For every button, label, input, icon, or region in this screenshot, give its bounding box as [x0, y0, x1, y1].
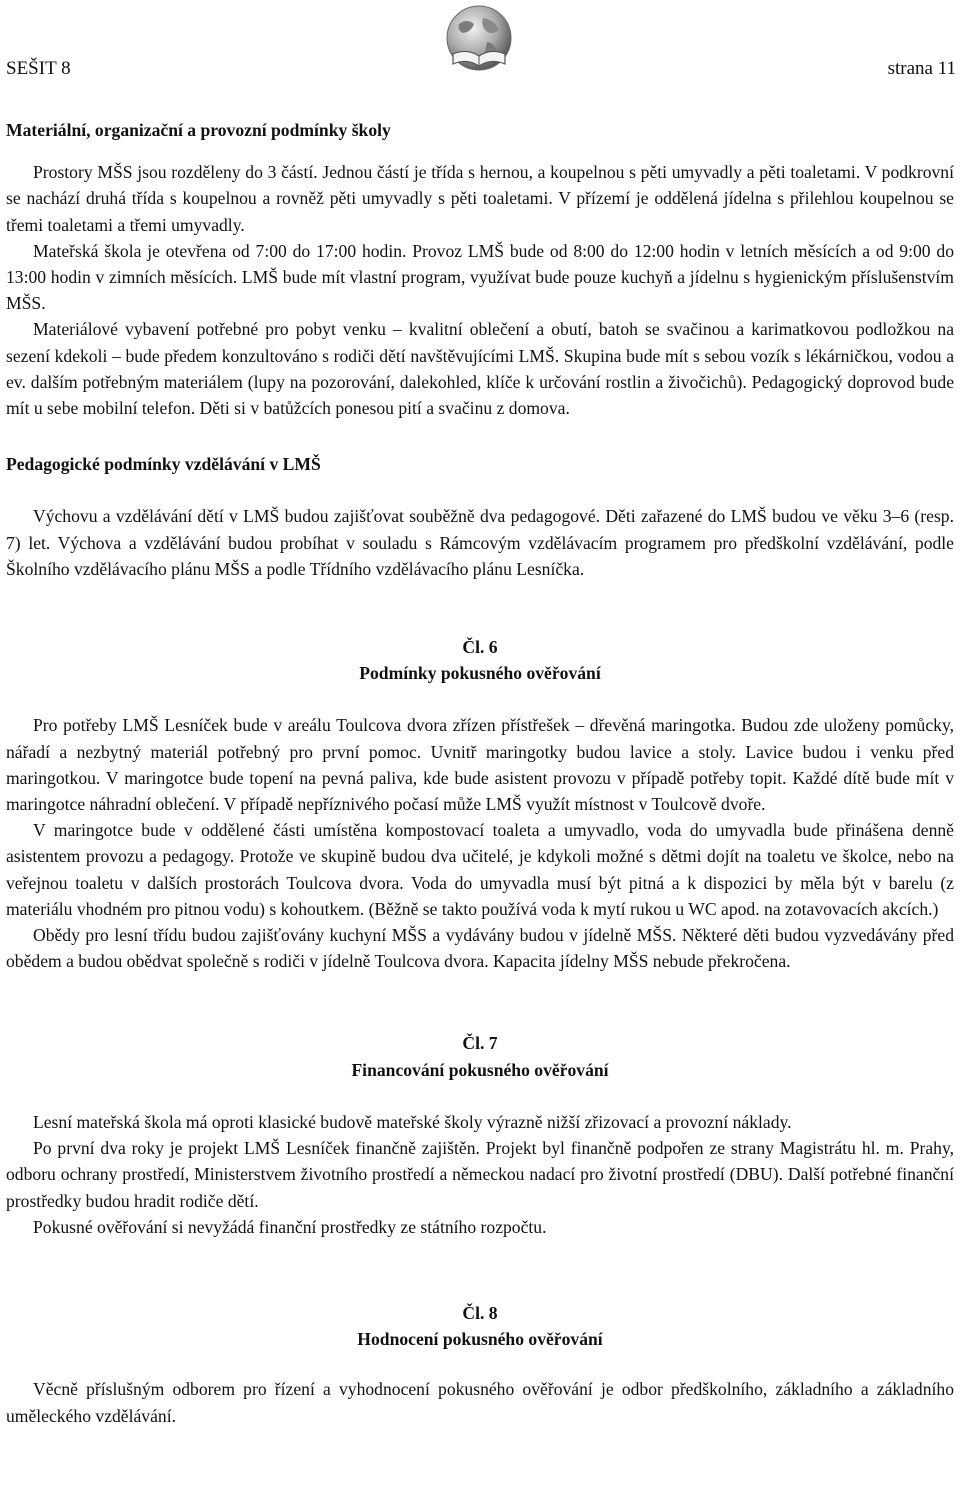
document-body — [6, 102, 954, 1429]
paragraph: Prostory MŠS jsou rozděleny do 3 částí. Jednou částí je třída s hernou, a koupelnou s pěti umyvadly a pěti toaletami. V podkrovní se nachází druhá třída s koupelnou a rovněž pěti umyvadly s pěti toaletami. V přízemí je oddělená jídelna s přilehlou koupelnou se třemi toaletami a třemi umyvadly. — [6, 162, 954, 235]
article-number: Čl. 6 — [462, 637, 498, 658]
section-title: Pedagogické podmínky vzdělávání v LMŠ — [6, 454, 321, 475]
paragraph: Věcně příslušným odborem pro řízení a vyhodnocení pokusného ověřování je odbor předškolního, základního a základního uměleckého vzdělávání. — [6, 1379, 954, 1426]
paragraph: Materiálové vybavení potřebné pro pobyt venku – kvalitní oblečení a obutí, batoh se svačinou a karimatkovou podložkou na sezení kdekoli – bude předem konzultováno s rodiči dětí navštěvujícími LMŠ. Skupina bude mít s sebou vozík s lékárničkou, vodou a ev. dalším potřebným materiálem (lupy na pozorování, dalekohled, klíče k určování rostlin a živočichů). Pedagogický doprovod bude mít u sebe mobilní telefon. Děti si v batůžcích ponesou pití a svačinu z domova. — [6, 319, 954, 419]
header-issue: SEŠIT 8 — [6, 58, 71, 79]
article-title: Podmínky pokusného ověřování — [359, 663, 601, 684]
article-number: Čl. 8 — [462, 1302, 498, 1323]
paragraph: Obědy pro lesní třídu budou zajišťovány kuchyní MŠS a vydávány budou v jídelně MŠS. Některé děti budou vyzvedávány před obědem a budou obědvat společně s rodiči v jídelně Toulcova dvora. Kapacita jídelny MŠS nebude překročena. — [6, 925, 954, 972]
paragraph: Pokusné ověřování si nevyžádá finanční prostředky ze státního rozpočtu. — [33, 1216, 547, 1237]
header-page-number: strana 11 — [887, 58, 956, 79]
paragraph: Pro potřeby LMŠ Lesníček bude v areálu Toulcova dvora zřízen přístřešek – dřevěná maringotka. Budou zde uloženy pomůcky, nářadí a nezbytný materiál potřebný pro první pomoc. Uvnitř maringotky budou lavice a stoly. Lavice budou i venku před maringotkou. V maringotce bude topení na pevná paliva, kde bude asistent provozu v případě potřeby topit. Každé dítě bude mít v maringotce náhradní oblečení. V případě nepříznivého počasí může LMŠ využít místnost v Toulcově dvoře. — [6, 715, 954, 815]
paragraph: Lesní mateřská škola má oproti klasické budově mateřské školy výrazně nižší zřizovací a provozní náklady. — [33, 1111, 792, 1132]
paragraph: Mateřská škola je otevřena od 7:00 do 17:00 hodin. Provoz LMŠ bude od 8:00 do 12:00 hodin v letních měsících a od 9:00 do 13:00 hodin v zimních měsících. LMŠ bude mít vlastní program, využívat bude pouze kuchyň a jídelnu s hygienickým příslušenstvím MŠS. — [6, 240, 954, 314]
paragraph: Po první dva roky je projekt LMŠ Lesníček finančně zajištěn. Projekt byl finančně podpořen ze strany Magistrátu hl. m. Prahy, odboru ochrany prostředí, Ministerstvem životního prostředí a německou nadací pro životní prostředí (DBU). Další potřebné finanční prostředky budou hradit rodiče dětí. — [6, 1138, 954, 1211]
article-title: Financování pokusného ověřování — [351, 1059, 609, 1080]
article-title: Hodnocení pokusného ověřování — [357, 1329, 603, 1350]
paragraph: Výchovu a vzdělávání dětí v LMŠ budou zajišťovat souběžně dva pedagogové. Děti zařazené do LMŠ budou ve věku 3–6 (resp. 7) let. Výchova a vzdělávání budou probíhat v souladu s Rámcovým vzdělávacím programem pro předškolní vzdělávání, podle Školního vzdělávacího plánu MŠS a podle Třídního vzdělávacího plánu Lesníčka. — [6, 506, 954, 579]
article-number: Čl. 7 — [462, 1033, 498, 1054]
globe-book-icon — [441, 2, 517, 78]
paragraph: V maringotce bude v oddělené části umístěna kompostovací toaleta a umyvadlo, voda do umyvadla bude přinášena denně asistentem provozu a pedagogy. Protože ve skupině budou dva učitelé, je kdykoli možné s dětmi dojít na toaletu ve školce, nebo na veřejnou toaletu v dalších prostorách Toulcova dvora. Voda do umyvadla musí být pitná a k dispozici by měla být v barelu (z materiálu vhodném pro pitnou vodu) s kohoutkem. (Běžně se takto používá voda k mytí rukou u WC apod. na zotavovacích akcích.) — [6, 820, 954, 919]
section-title: Materiální, organizační a provozní podmínky školy — [6, 120, 391, 140]
